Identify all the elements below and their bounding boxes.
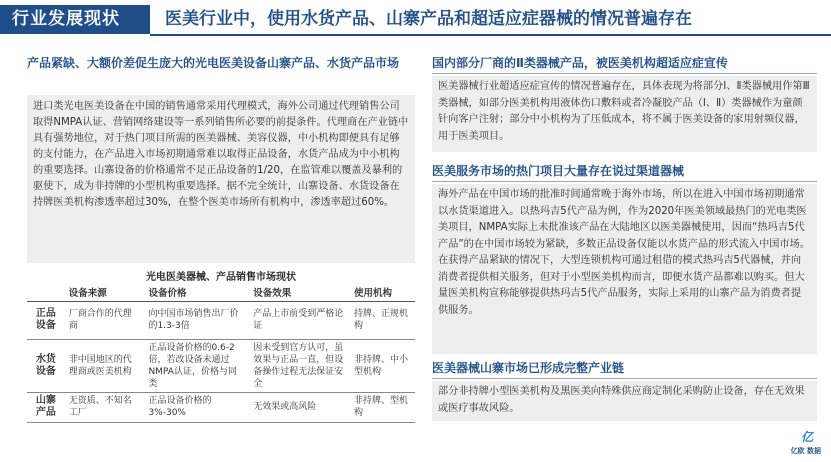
- row-label: 正品设备: [27, 301, 65, 339]
- row-label: 山寨产品: [27, 392, 65, 422]
- table-header-cell: 设备来源: [65, 284, 145, 301]
- market-status-table: [27, 284, 415, 423]
- table-title: 光电医美器械、产品销售市场现状: [146, 272, 296, 283]
- section-divider: [432, 181, 817, 182]
- table-row: [27, 301, 415, 339]
- table-cell: 无效果或高风险: [249, 392, 350, 422]
- header-divider: [150, 34, 831, 36]
- table-header-cell: 使用机构: [350, 284, 415, 301]
- table-cell: 厂商合作的代理商: [65, 301, 145, 339]
- page-title: 医美行业中，使用水货产品、山寨产品和超适应症器械的情况普遍存在: [165, 9, 692, 29]
- table-cell: 正品设备价格的0.6-2倍，若改设备未通过NMPA认证，价格与同类: [144, 339, 249, 392]
- table-cell: 产品上市前受到严格论证: [249, 301, 350, 339]
- table-cell: 非持牌、型机构: [350, 392, 415, 422]
- table-cell: 持牌、正规机构: [350, 301, 415, 339]
- table-header-cell: [27, 284, 65, 301]
- logo-mark-icon: 亿: [800, 430, 813, 444]
- table-row: [27, 339, 415, 392]
- table-cell: 非持牌、中小型机构: [350, 339, 415, 392]
- section-title-supply-chain: 医美器械山寨市场已形成完整产业链: [432, 361, 625, 375]
- table-cell: 无资质、不知名工厂: [65, 392, 145, 422]
- section-body-class2-device: 医美器械行业超适应症宣传的情况普遍存在，具体表现为将部分Ⅰ、Ⅱ类器械用作第Ⅲ类器械，如部分医美机构用液体伤口敷料或者冷凝胶产品（Ⅰ、Ⅱ）类器械作为童颜针向客户注射；部分中小机构为了压低成本，将不属于医美设备的家用射频仪器，用于医美项目。: [432, 76, 817, 152]
- logo-text: 亿欧 数据: [790, 447, 821, 455]
- brand-logo: [787, 432, 825, 458]
- page-header: [0, 0, 831, 38]
- section-tag: 行业发展现状: [0, 5, 150, 34]
- table-header-row: [27, 284, 415, 301]
- table-header-cell: 设备效果: [249, 284, 350, 301]
- table-row: [27, 392, 415, 422]
- section-body-supply-chain: 部分非持牌小型医美机构及黑医美向特殊供应商定制化采购防止设备，存在无效果或医疗事故风险。: [432, 381, 817, 421]
- row-label: 水货设备: [27, 339, 65, 392]
- table-header-cell: 设备价格: [144, 284, 249, 301]
- section-title-grey-channel: 医美服务市场的热门项目大量存在说过渠道器械: [432, 164, 685, 178]
- left-heading: 产品紧缺、大额价差促生庞大的光电医美设备山寨产品、水货产品市场: [27, 56, 400, 70]
- table-cell: 正品设备价格的3%-30%: [144, 392, 249, 422]
- section-title-class2-device: 国内部分厂商的Ⅱ类器械产品，被医美机构超适应症宣传: [432, 56, 728, 70]
- section-divider: [432, 378, 817, 379]
- table-cell: 向中国市场销售出厂价的1.3-3倍: [144, 301, 249, 339]
- left-body-text: 进口类光电医美设备在中国的销售通常采用代理模式，海外公司通过代理销售公司取得NMPA认证、营销网络建设等一系列销售所必要的前提条件。代理商在产业链中具有强势地位，对于热门项目所需的医美器械、美容仪器，中小机构即便具有足够的支付能力，在产品进入市场初期通常难以取得正品设备，水货产品成为中小机构的重要选择。山寨设备的价格通常不足正品设备的1/20，在监管难以覆盖及暴利的驱使下，成为非持牌的小型机构重要选择。据不完全统计，山寨设备、水货设备在持牌医美机构渗透率超过30%，在整个医美市场所有机构中，渗透率超过60%。: [27, 95, 415, 263]
- section-body-grey-channel: 海外产品在中国市场的批准时间通常晚于海外市场，所以在进入中国市场初期通常以水货渠道进入。以热玛吉5代产品为例，作为2020年医美领域最热门的光电类医美项目，NMPA实际上未批准该产品在大陆地区以医美器械使用，因而“热玛吉5代产品”的在中国市场较为紧缺，多数正品设备仅能以水货产品的形式流入中国市场。在获得产品紧缺的情况下，大型连锁机构可通过租借的模式热玛吉5代器械，并向消费者提供相关服务，但对于小型医美机构而言，即便水货产品都难以购买。但大量医美机构宣称能够提供热玛吉5代产品服务，实际上采用的山寨产品为消费者提供服务。: [432, 184, 817, 354]
- table-cell: 因未受到官方认可，虽效果与正品一直，但设备操作过程无法保证安全: [249, 339, 350, 392]
- table-cell: 非中国地区的代理商或医美机构: [65, 339, 145, 392]
- section-divider: [432, 73, 817, 74]
